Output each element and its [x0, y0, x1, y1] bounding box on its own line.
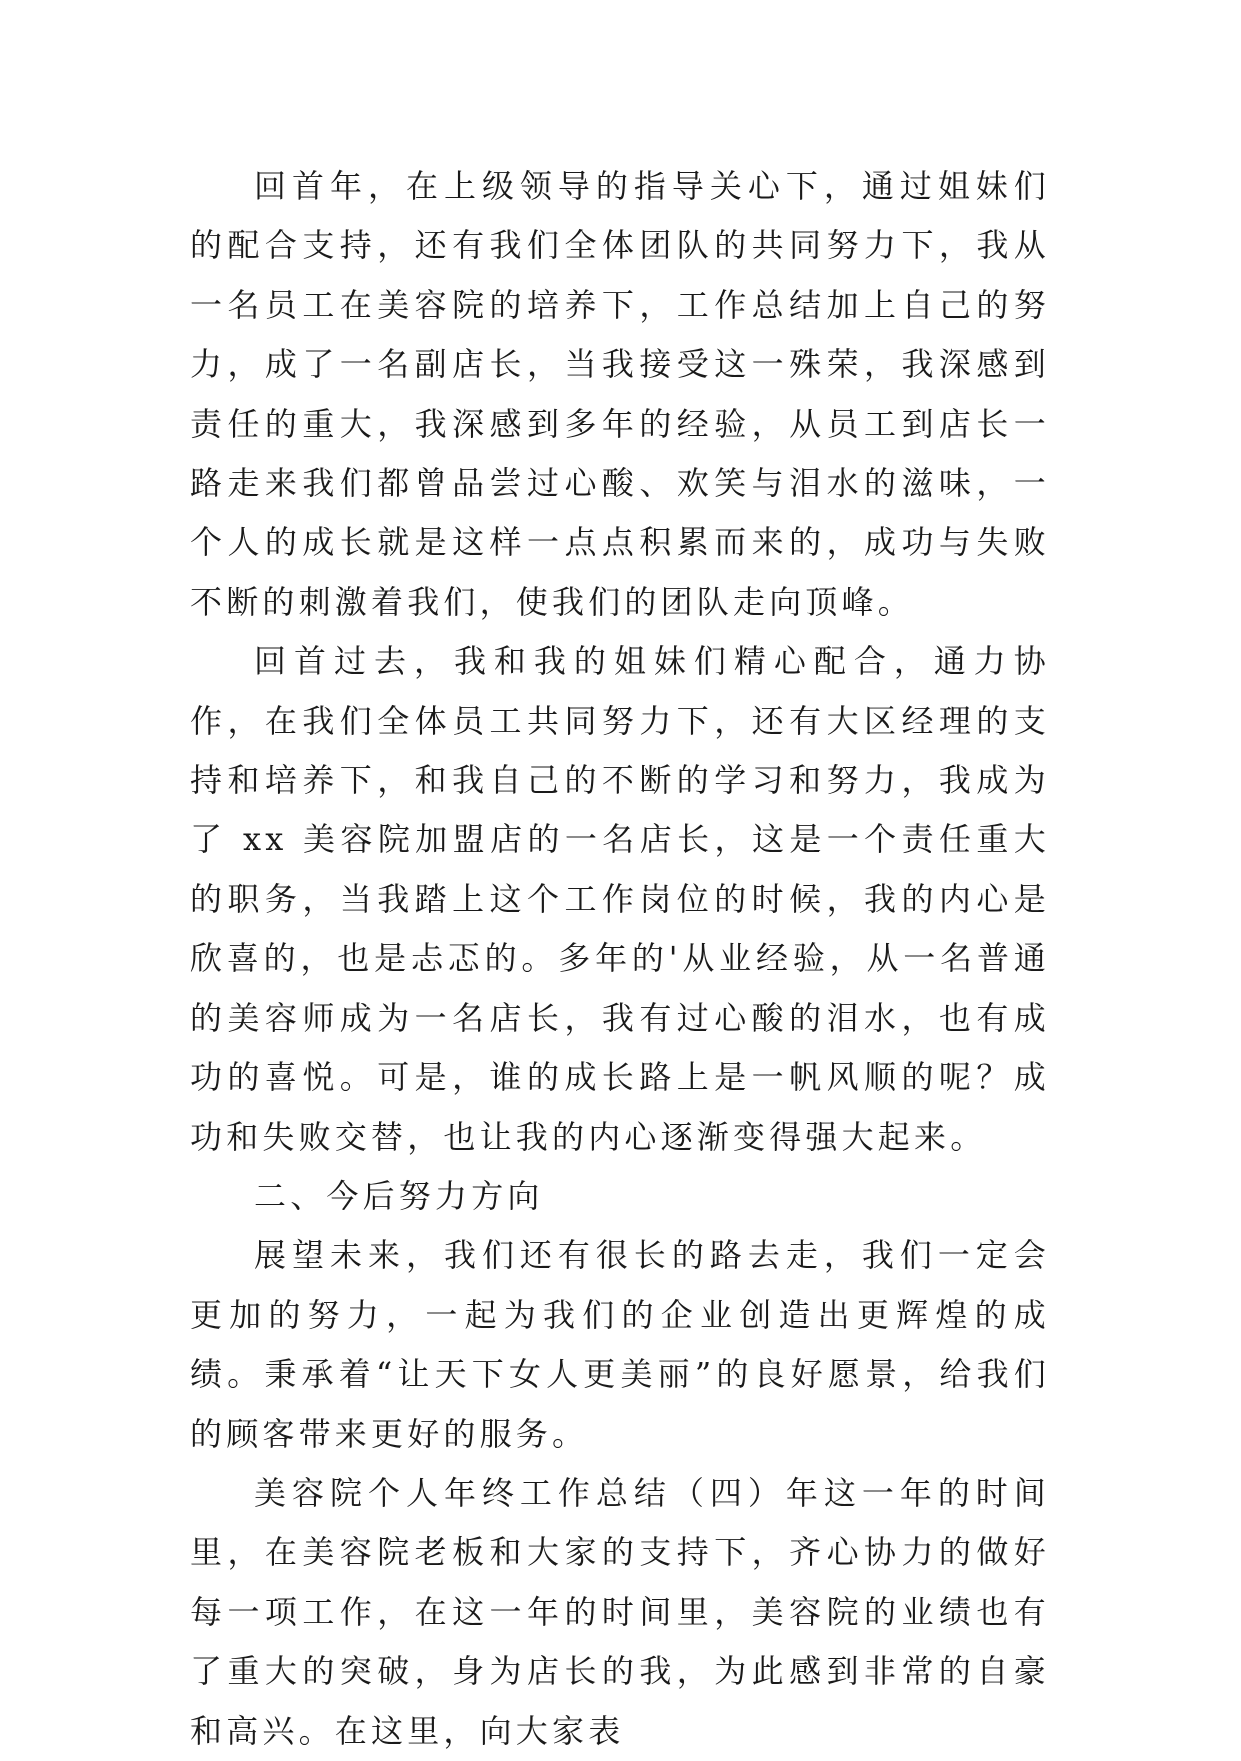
paragraph-review-past: 回首过去，我和我的姐妹们精心配合，通力协作，在我们全体员工共同努力下，还有大区经理的支持和培养下，和我自己的不断的学习和努力，我成为了 xx 美容院加盟店的一名店长，这是一个责任重大的职务，当我踏上这个工作岗位的时候，我的内心是欣喜的，也是忐忑的。多年的'从业经验，从一名普通的美容师成为一名店长，我有过心酸的泪水，也有成功的喜悦。可是，谁的成长路上是一帆风顺的呢？成功和失败交替，也让我的内心逐渐变得强大起来。: [190, 642, 1050, 1156]
paragraph-outlook: 展望未来，我们还有很长的路去走，我们一定会更加的努力，一起为我们的企业创造出更辉煌的成绩。秉承着“让天下女人更美丽”的良好愿景，给我们的顾客带来更好的服务。: [190, 1236, 1050, 1453]
document-body: [190, 157, 1050, 1761]
paragraph-review-year: 回首年，在上级领导的指导关心下，通过姐妹们的配合支持，还有我们全体团队的共同努力下，我从一名员工在美容院的培养下，工作总结加上自己的努力，成了一名副店长，当我接受这一殊荣，我深感到责任的重大，我深感到多年的经验，从员工到店长一路走来我们都曾品尝过心酸、欢笑与泪水的滋味，一个人的成长就是这样一点点积累而来的，成功与失败不断的刺激着我们，使我们的团队走向顶峰。: [190, 167, 1050, 621]
section-heading-future-direction: 二、今后努力方向: [254, 1176, 544, 1215]
paragraph-summary-four: 美容院个人年终工作总结（四）年这一年的时间里，在美容院老板和大家的支持下，齐心协力的做好每一项工作，在这一年的时间里，美容院的业绩也有了重大的突破，身为店长的我，为此感到非常的自豪和高兴。在这里，向大家表: [190, 1473, 1050, 1750]
